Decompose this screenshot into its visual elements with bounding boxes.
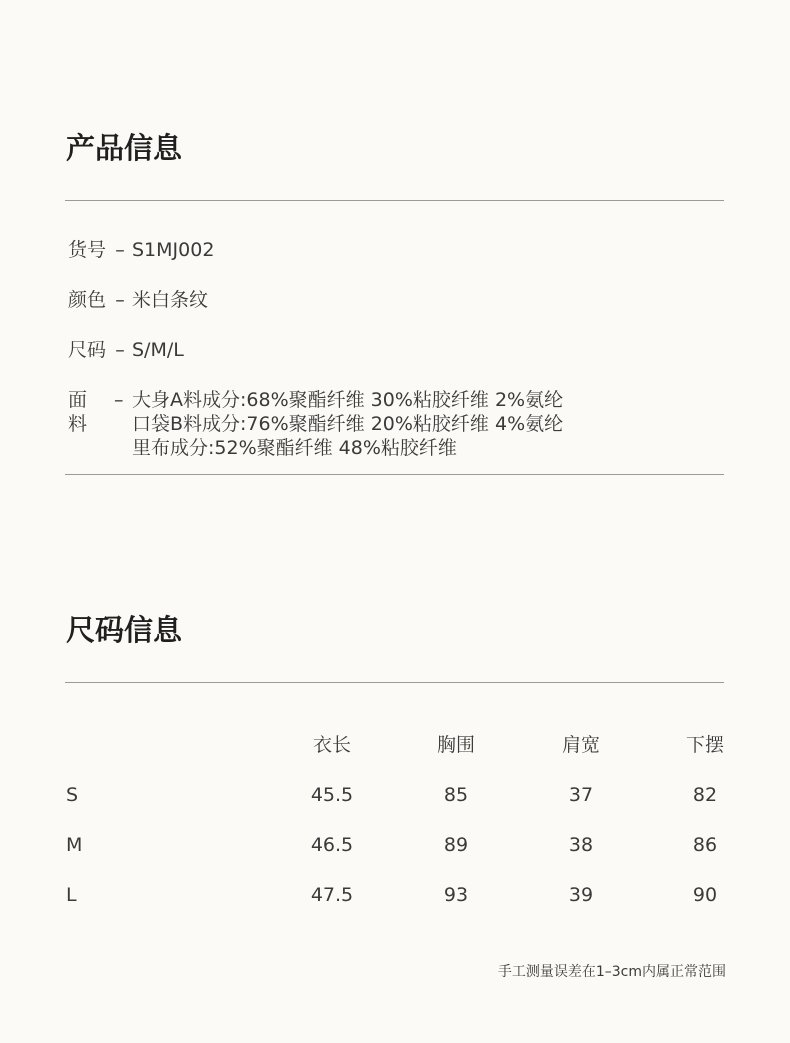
cell-hem: 86 — [692, 834, 718, 856]
header-chest: 胸围 — [436, 734, 475, 756]
table-row — [0, 832, 790, 858]
info-row-size — [68, 338, 184, 362]
fabric-line: 大身A料成分:68%聚酯纤维 30%粘胶纤维 2%氨纶 — [132, 389, 564, 411]
divider — [65, 200, 724, 201]
info-value: S1MJ002 — [132, 239, 215, 261]
info-row-color — [68, 288, 208, 312]
cell-length: 46.5 — [310, 834, 354, 856]
info-value: 米白条纹 — [132, 289, 209, 311]
table-row — [0, 782, 790, 808]
fabric-line: 里布成分:52%聚酯纤维 48%粘胶纤维 — [132, 437, 457, 459]
cell-chest: 93 — [443, 884, 469, 906]
divider — [65, 474, 724, 475]
cell-chest: 89 — [443, 834, 469, 856]
info-value: S/M/L — [132, 339, 184, 361]
cell-chest: 85 — [443, 784, 469, 806]
info-label: 货号 — [68, 239, 107, 261]
header-shoulder: 肩宽 — [561, 734, 600, 756]
cell-shoulder: 37 — [568, 784, 594, 806]
cell-shoulder: 38 — [568, 834, 594, 856]
size-table-header — [0, 732, 790, 758]
product-info-title: 产品信息 — [66, 131, 183, 165]
cell-length: 45.5 — [310, 784, 354, 806]
info-dash: – — [115, 289, 125, 311]
measurement-note: 手工测量误差在1–3cm内属正常范围 — [497, 964, 726, 980]
fabric-line: 口袋B料成分:76%聚酯纤维 20%粘胶纤维 4%氨纶 — [132, 413, 564, 435]
info-label: 颜色 — [68, 289, 107, 311]
cell-hem: 82 — [692, 784, 718, 806]
divider — [65, 682, 724, 683]
info-label: 尺码 — [68, 339, 107, 361]
info-dash: – — [115, 339, 125, 361]
info-row-item-number — [68, 238, 214, 262]
info-dash: – — [114, 389, 124, 411]
cell-shoulder: 39 — [568, 884, 594, 906]
header-hem: 下摆 — [685, 734, 724, 756]
fabric-composition — [132, 388, 563, 460]
size-label: L — [66, 884, 77, 906]
size-info-title: 尺码信息 — [66, 613, 183, 647]
header-length: 衣长 — [312, 734, 351, 756]
cell-length: 47.5 — [310, 884, 354, 906]
info-dash: – — [115, 239, 125, 261]
size-label: S — [66, 784, 79, 806]
cell-hem: 90 — [692, 884, 718, 906]
size-label: M — [66, 834, 83, 856]
info-label: 面料 — [68, 389, 88, 435]
table-row — [0, 882, 790, 908]
